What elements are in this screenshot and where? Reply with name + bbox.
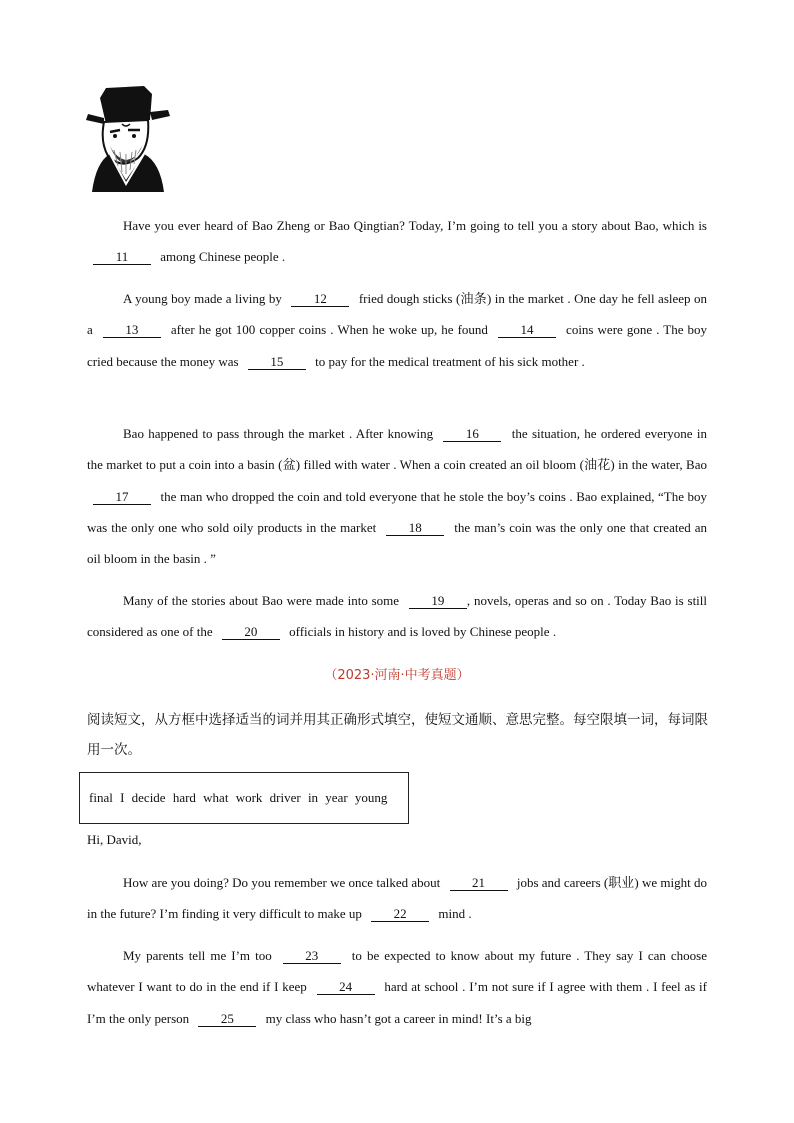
blank-14[interactable]: 14 [498, 322, 556, 338]
blank-11[interactable]: 11 [93, 249, 151, 265]
text: the man who dropped the coin and told everyone that he stole the boy’s coins . Bao explained, “The boy was the only one who sold oily products in the market [87, 488, 707, 535]
blank-18[interactable]: 18 [386, 520, 444, 536]
text: the situation, he ordered everyone in the market to put a coin into a basin (盆) filled with water . When a coin created an oil bloom (油花) in the water, Bao [87, 426, 707, 473]
letter-greeting: Hi, David, [87, 832, 142, 847]
text: the man’s coin was the only one that created an oil bloom in the basin . ” [87, 519, 707, 567]
blank-16[interactable]: 16 [443, 426, 501, 442]
text: My parents tell me I’m too [123, 948, 272, 963]
blank-23[interactable]: 23 [283, 948, 341, 964]
text: Many of the stories about Bao were made into some [123, 593, 400, 608]
word-box [79, 772, 409, 824]
text: jobs and careers (职业) we might do in the future? I’m finding it very difficult to make up [87, 875, 707, 922]
text: to be expected to know about my future . They say I can choose whatever I want to do in the end if I keep [87, 948, 708, 995]
letter-paragraph-2 [87, 940, 707, 1034]
text: coins were gone . The boy cried because the money was [87, 322, 708, 369]
blank-20[interactable]: 20 [222, 624, 280, 640]
blank-12[interactable]: 12 [291, 291, 349, 307]
blank-17[interactable]: 17 [93, 489, 151, 505]
text: A young boy made a living by [123, 291, 282, 306]
text: officials in history and is loved by Chinese people . [289, 624, 557, 640]
bao-zheng-portrait-image [86, 84, 170, 192]
word-box-words: final I decide hard what work driver in year young [89, 790, 388, 805]
blank-24[interactable]: 24 [317, 979, 375, 995]
text: mind . [438, 906, 472, 922]
text: fried dough sticks (油条) in the market . One day he fell asleep on a [87, 291, 708, 338]
text: my class who hasn’t got a career in mind! It’s a big [265, 1010, 532, 1026]
blank-22[interactable]: 22 [371, 906, 429, 922]
blank-15[interactable]: 15 [248, 354, 306, 370]
text: to pay for the medical treatment of his sick mother . [315, 353, 585, 369]
text: hard at school . I’m not sure if I agree with them . I feel as if I’m the only person [87, 979, 708, 1026]
source-label: （2023·河南·中考真题） [324, 668, 470, 683]
letter-paragraph-1 [87, 867, 707, 930]
passage1-paragraph-4 [87, 585, 707, 648]
text: among Chinese people . [160, 249, 286, 265]
text: , novels, operas and so on . Today Bao is still considered as one of the [87, 593, 708, 640]
blank-21[interactable]: 21 [450, 875, 508, 891]
text: Bao happened to pass through the market . After knowing [123, 426, 434, 441]
instructions: 阅读短文，从方框中选择适当的词并用其正确形式填空，使短文通顺、意思完整。每空限填一词，每词限用一次。 [87, 712, 708, 758]
passage1-paragraph-2 [87, 283, 707, 377]
blank-25[interactable]: 25 [198, 1011, 256, 1027]
text: Have you ever heard of Bao Zheng or Bao Qingtian? Today, I’m going to tell you a story about Bao, which is [123, 218, 707, 233]
passage1-paragraph-1 [87, 210, 707, 273]
passage1-paragraph-3 [87, 418, 707, 574]
text: How are you doing? Do you remember we once talked about [123, 875, 441, 890]
text: after he got 100 copper coins . When he woke up, he found [170, 322, 488, 338]
blank-19[interactable]: 19 [409, 593, 467, 609]
blank-13[interactable]: 13 [103, 322, 161, 338]
